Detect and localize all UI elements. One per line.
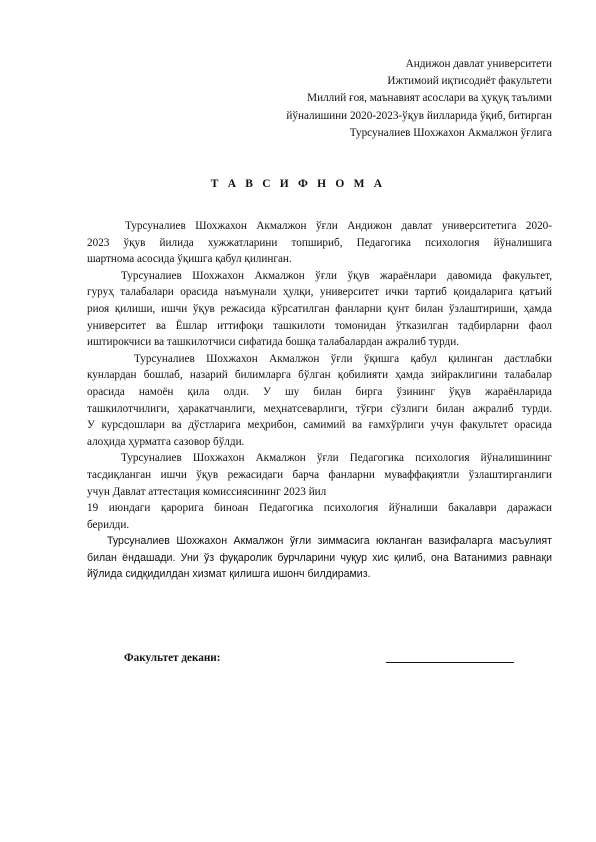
recipient-header (132, 56, 552, 142)
paragraph-line: У курсдошлари ва дўстларига меҳрибон, самимий ва ғамхўрлиги учун факультет орасида (87, 419, 552, 432)
paragraph-line: орасида намоён қила олди. У шу билан бирга ўзининг ўқув жараёнларида (87, 385, 552, 398)
paragraph-line: тасдиқланган ишчи ўқув режасидаги барча фанларни муваффақиятли ўзлаштирганлиги (87, 468, 552, 481)
paragraph-line: алоҳида ҳурматга сазовор бўлди. (87, 435, 245, 448)
document-body (87, 218, 552, 583)
paragraph-degree (87, 450, 552, 533)
paragraph-line: ташкилотчилиги, ҳаракатчанлиги, меҳнатсеварлиги, тўғри сўзлиги билан ажралиб турди. (87, 402, 552, 415)
paragraph-line: Турсуналиев Шохжахон Акмалжон ўғли Педагогика психология йўналишининг (121, 452, 552, 465)
paragraph-line: гуруҳ талабалари орасида наъмунали ҳулқи, университет ички тартиб қоидаларига қатъий (87, 286, 552, 299)
paragraph-line: Турсуналиев Шохжахон Акмалжон ўғли ўқишга қабул қилинган дастлабки (134, 352, 552, 365)
paragraph-line: кунлардан бошлаб, назарий билимларга бўлган қобилияти ҳамда зийраклигини талабалар (87, 369, 552, 382)
paragraph-conduct (87, 268, 552, 351)
dean-label: Факультет декани: (124, 652, 221, 664)
paragraph-line: 19 июндаги қарорига биноан Педагогика психология йўналиши бакалаври даражаси (87, 502, 552, 515)
paragraph-line: риоя қилиши, ишчи ўқув режасида кўрсатилган фанларни қунт билан ўзлаштириши, ҳамда (87, 302, 552, 315)
paragraph-line: йўлида сидқидилдан хизмат қилишга ишонч билдирамиз. (87, 568, 371, 581)
signature-line (386, 662, 514, 663)
paragraph-line: билан ёндашади. Уни ўз фуқаролик бурчларини чуқур хис қилиб, она Ватанимиз равнақи (87, 551, 552, 564)
paragraph-line: берилди. (87, 518, 130, 531)
paragraph-line: иштирокчиси ва ташкилотчиси сифатида бошқа талабалардан ажралиб турди. (87, 336, 460, 349)
paragraph-line: шартнома асосида ўқишга қабул қилинган. (87, 253, 292, 266)
paragraph-line: Турсуналиев Шохжахон Акмалжон ўғли Андижон давлат университетига 2020- (125, 220, 552, 232)
document-title: Т А В С И Ф Н О М А (210, 178, 386, 190)
paragraph-recommendation (87, 533, 552, 583)
paragraph-line: учун Давлат аттестация комиссиясининг 2023 йил (87, 485, 327, 498)
paragraph-line: Турсуналиев Шохжахон Акмалжон ўғли зиммасига юкланган вазифаларга масъулият (107, 535, 552, 548)
paragraph-line: Турсуналиев Шохжахон Акмалжон ўғли ўқув жараёнлари давомида факультет, (121, 269, 552, 282)
paragraph-admission (87, 218, 552, 268)
paragraph-line: университет ва Ёшлар иттифоқи ташкилоти томонидан ўтказилган тадбирларни фаол (87, 319, 552, 332)
header-line-program: Миллий ғоя, маънавият асослари ва ҳуқуқ таълими (307, 92, 552, 105)
header-line-university: Андижон давлат университети (405, 58, 552, 70)
header-line-faculty: Ижтимоий иқтисодиёт факультети (387, 75, 552, 88)
paragraph-abilities (87, 351, 552, 451)
header-line-years: йўналишини 2020-2023-ўқув йилларида ўқиб, битирган (286, 109, 552, 122)
paragraph-line: 2023 ўқув йилида хужжатларини топшириб, Педагогика психология йўналишига (87, 236, 552, 249)
header-line-recipient: Турсуналиев Шохжахон Акмалжон ўғлига (349, 126, 552, 139)
